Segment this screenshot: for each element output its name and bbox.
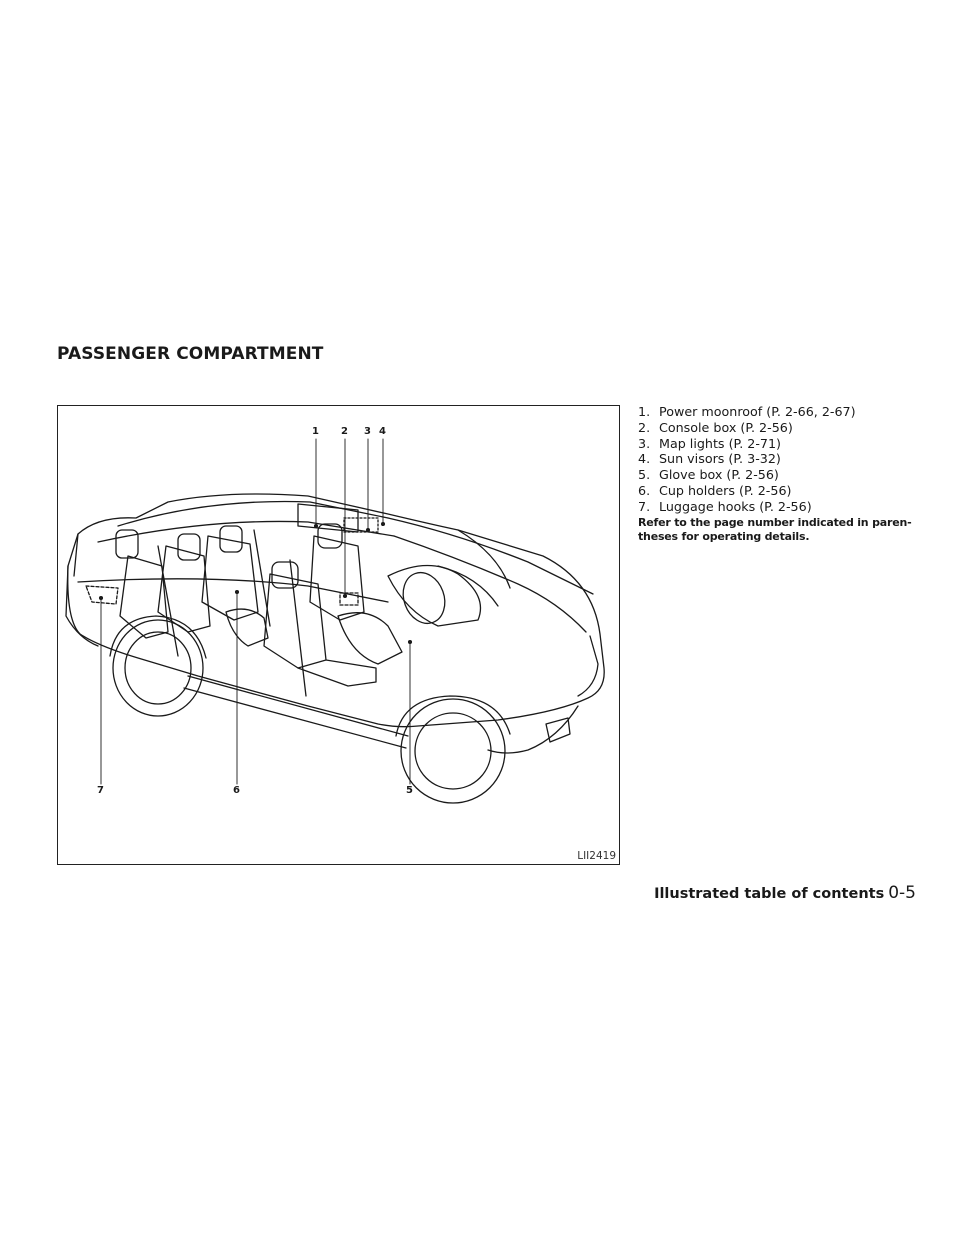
legend-item-text: Glove box (P. 2-56) (659, 467, 779, 483)
section-title: PASSENGER COMPARTMENT (57, 344, 324, 364)
legend-item-text: Power moonroof (P. 2-66, 2-67) (659, 404, 856, 419)
callout-2: 2 (341, 426, 348, 437)
figure-id: LII2419 (577, 850, 616, 862)
legend-item: 4. Sun visors (P. 3-32) (638, 451, 781, 467)
page-footer (654, 883, 916, 903)
component-legend (638, 404, 938, 515)
reference-note-line-2: theses for operating details. (638, 530, 810, 543)
legend-item-text: Luggage hooks (P. 2-56) (659, 498, 812, 514)
legend-item-text: Console box (P. 2-56) (659, 419, 793, 435)
callout-1: 1 (312, 426, 319, 437)
callout-7: 7 (97, 785, 104, 796)
legend-item-text: Sun visors (P. 3-32) (659, 451, 781, 467)
callout-6: 6 (233, 785, 240, 796)
legend-item: 2. Console box (P. 2-56) (638, 419, 793, 435)
legend-item: 6. Cup holders (P. 2-56) (638, 482, 792, 498)
footer-section-label: Illustrated table of contents (654, 886, 885, 902)
passenger-compartment-illustration (57, 405, 620, 865)
reference-note (638, 516, 928, 544)
legend-item: 1. Power moonroof (P. 2-66, 2-67) (638, 404, 856, 419)
callout-3: 3 (364, 426, 371, 437)
legend-item: 7. Luggage hooks (P. 2-56) (638, 498, 812, 514)
reference-note-line-1: Refer to the page number indicated in paren- (638, 516, 912, 529)
callout-5: 5 (406, 785, 413, 796)
callout-4: 4 (379, 426, 386, 437)
legend-item: 5. Glove box (P. 2-56) (638, 467, 779, 483)
legend-item-text: Map lights (P. 2-71) (659, 435, 782, 451)
vehicle-cutaway-drawing (58, 406, 620, 865)
page-number: 0-5 (888, 883, 916, 903)
legend-item-text: Cup holders (P. 2-56) (659, 482, 792, 498)
legend-item: 3. Map lights (P. 2-71) (638, 435, 782, 451)
